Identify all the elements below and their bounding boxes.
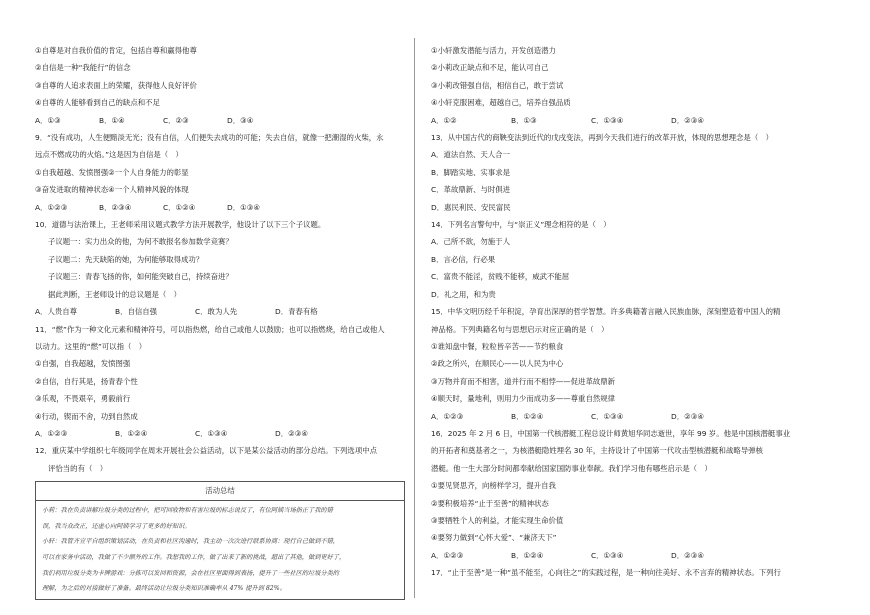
option-line: ②要积极培养“止于至善”的精神状态 <box>431 498 549 508</box>
option-line: ④顺天时，量地利，则用力少而成功多——尊重自然规律 <box>431 394 616 404</box>
choice-b: B．①②④ <box>511 550 544 560</box>
question-17-stem: 17．“止于至善”是一种“虽不能至，心向往之”的实践过程，是一种向往美好、永不言弃的精神状态。下列行 <box>431 568 781 578</box>
right-column <box>431 42 811 582</box>
summary-line: 可以在家务中活动，我做了不少额外的工作。我想我的工作，做了出来了新的挑战，超出了其他，做到更好了， <box>42 553 346 561</box>
summary-line: 误，我当众改正，还虚心向阿姨学习了更多的好知识。 <box>42 522 191 530</box>
choice-c: C．①③④ <box>195 428 228 438</box>
choice-b: B．①②④ <box>115 428 148 438</box>
option-line: ①要见贤思齐，向榜样学习，提升自我 <box>431 481 556 491</box>
question-16-stem: 16．2025 年 2 月 6 日，中国第一代核潜艇工程总设计师黄旭华同志逝世，享年 99 岁。他是中国核潜艇事业 <box>431 428 791 438</box>
answer-choices <box>431 547 811 564</box>
option-line: ③小莉改错强自信，相信自己，敢于尝试 <box>431 80 564 90</box>
choice-a: A．①②③ <box>35 202 68 212</box>
question-13-stem: 13．从中国古代的商鞅变法到近代的戊戌变法，再到今天我们进行的改革开放，体现的思想理念是（ ） <box>431 133 773 143</box>
option-line: ①自尊是对自我价值的肯定，包括自尊和赢得他尊 <box>35 46 197 55</box>
choice-d: D．青春有格 <box>275 307 318 317</box>
summary-line: 小莉：我在负责讲解垃圾分类的过程中，把可回收物和有害垃圾的标志说反了，有位阿姨当场指正了我的错 <box>42 507 333 515</box>
question-14-stem: 14．下列名言警句中，与“崇正义”理念相符的是（ ） <box>431 220 611 230</box>
summary-line: 理解，为之后的对接做好了准备。最终活动让垃圾分类知识准确率从 47% 提升到 82%。 <box>42 585 286 593</box>
option-line: ②政之所兴，在顺民心——以人民为中心 <box>431 359 564 369</box>
question-12-stem: 12．重庆某中学组织七年级同学在周末开展社会公益活动，以下是某公益活动的部分总结。下列选项中点 <box>35 446 377 456</box>
option-line: ③乐观，不畏艰辛，勇毅前行 <box>35 394 131 404</box>
choice-a: A．道法自然、天人合一 <box>431 150 510 160</box>
question-15-stem: 神品格。下列典籍名句与思想启示对应正确的是（ ） <box>431 324 609 334</box>
choice-d: D．②③④ <box>671 411 704 421</box>
choice-d: D．③④ <box>227 115 254 125</box>
choice-d: D．②③④ <box>671 550 704 560</box>
option-line: ②自信是一种“我能行”的信念 <box>35 63 131 73</box>
answer-choices <box>431 408 811 425</box>
choice-c: C．②③ <box>163 115 189 125</box>
answer-choices <box>431 112 811 129</box>
answer-choices <box>35 303 405 320</box>
choice-c: C．①②④ <box>163 202 196 212</box>
choice-a: A．人贵自尊 <box>35 307 78 317</box>
left-column <box>35 42 405 600</box>
option-line: ③自尊的人追求表面上的荣耀，获得他人良好评价 <box>35 80 197 90</box>
sub-topic: 子议题一：实力出众的他，为何不敢报名参加数学竞赛？ <box>48 237 233 247</box>
choice-c: C．革故鼎新、与时俱进 <box>431 185 511 195</box>
question-9-stem: 9．“没有成功，人生便黯淡无光；没有自信，人们便失去成功的可能；失去自信，就像一把潮湿的火柴，永 <box>35 133 384 143</box>
choice-b: B．①②④ <box>511 411 544 421</box>
choice-a: A．①②③ <box>431 411 464 421</box>
choice-b: B．①④ <box>99 115 125 125</box>
question-16-stem: 潜艇。他一生大部分时间都奉献给国家国防事业奉献。我们学习他有哪些启示是（ ） <box>431 463 712 473</box>
option-line: ①自我超越、发愤图强②一个人自身能力的彰显 <box>35 167 189 177</box>
option-line: ①自强，自我超越，发愤图强 <box>35 359 131 369</box>
choice-c: C．富贵不能淫，贫贱不能移，威武不能屈 <box>431 272 570 282</box>
summary-line: 小轩：我管齐宣平自组织策划活动，在负责和社区沟通时，我主动一次次进行联系协商：现行自己做到不错， <box>42 538 339 546</box>
choice-b: B．自信自强 <box>115 307 158 317</box>
choice-c: C．敢为人先 <box>195 307 238 317</box>
choice-c: C．①③④ <box>591 550 624 560</box>
choice-c: C．①③④ <box>591 115 624 125</box>
choice-c: C．①③④ <box>591 411 624 421</box>
option-line: ④要努力做到“心怀大爱”、“兼济天下” <box>431 533 557 543</box>
activity-summary-title: 活动总结 <box>36 482 404 501</box>
activity-summary-body <box>36 501 404 599</box>
choice-b: B．言必信，行必果 <box>431 254 496 264</box>
answer-choices <box>35 199 405 216</box>
choice-d: D．②③④ <box>275 428 308 438</box>
option-line: ②小莉改正缺点和不足，能认可自己 <box>431 63 549 73</box>
choice-a: A．①②③ <box>431 550 464 560</box>
choice-a: A．①②③ <box>35 428 68 438</box>
question-11-stem: 11．“燃”作为一种文化元素和精神符号，可以指热燃，给自己或他人以鼓励；也可以指燃烧，给自己或他人 <box>35 324 385 334</box>
question-10-prompt: 据此判断，王老师设计的总议题是（ ） <box>48 289 182 299</box>
choice-d: D．惠民利民、安民富民 <box>431 202 511 212</box>
choice-d: D．礼之用，和为贵 <box>431 289 496 299</box>
choice-a: A．①③ <box>35 115 61 125</box>
activity-summary-box <box>35 481 405 600</box>
answer-choices <box>35 425 405 442</box>
option-line: ②自信，自行其是，扬青春个性 <box>35 376 138 386</box>
choice-a: A．①② <box>431 115 457 125</box>
option-line: ④自尊的人能够看到自己的缺点和不足 <box>35 98 160 108</box>
option-line: ④行动，锲而不舍，功到自然成 <box>35 411 138 421</box>
choice-b: B．脚踏实地、实事求是 <box>431 167 510 177</box>
question-9-stem: 远点不燃成功的火焰。”这是因为自信是（ ） <box>35 150 183 160</box>
option-line: ③万物并育而不相害，道并行而不相悖——促进革故鼎新 <box>431 376 616 386</box>
column-divider <box>414 38 415 598</box>
choice-d: D．①③④ <box>227 202 260 212</box>
choice-b: B．①③ <box>511 115 537 125</box>
choice-a: A．己所不欲，勿施于人 <box>431 237 510 247</box>
sub-topic: 子议题三：青春飞扬的你，如何能突破自己，持续奋进？ <box>48 272 233 282</box>
option-line: ③奋发进取的精神状态④一个人精神风貌的体现 <box>35 185 189 195</box>
choice-d: D．②③④ <box>671 115 704 125</box>
option-line: ①小轩激发潜能与活力，开发创造潜力 <box>431 46 556 55</box>
choice-b: B．②③④ <box>99 202 132 212</box>
option-line: ④小轩克服困难，超越自己，培养自强品质 <box>431 98 571 108</box>
sub-topic: 子议题二：先天缺陷的她，为何能够取得成功？ <box>48 254 204 264</box>
question-11-stem: 以动力。这里的“燃”可以指（ ） <box>35 341 147 351</box>
question-12-stem: 评恰当的有（ ） <box>48 463 108 473</box>
question-10-stem: 10．道德与法治课上，王老师采用议题式教学方法开展教学，他设计了以下三个子议题。 <box>35 220 326 230</box>
question-15-stem: 15．中华文明历经千年积淀，孕育出深厚的哲学智慧。许多典籍著言融入民族血脉，深刻塑造着中国人的精 <box>431 307 781 317</box>
answer-choices <box>35 112 405 129</box>
option-line: ③要牺牲个人的利益，才能实现生命价值 <box>431 515 564 525</box>
summary-line: 我们利用垃圾分类为卡牌游戏：分拣可以发回和资源，会在社区里面得到表扬，提升了一些社区的垃圾分类的 <box>42 569 339 577</box>
question-16-stem: 的开拓者和奠基者之一，为核潜艇隐姓埋名 30 年，主持设计了中国第一代攻击型核潜艇和战略导弹核 <box>431 446 763 456</box>
option-line: ①谁知盘中餐，粒粒皆辛苦——节约粮食 <box>431 341 564 351</box>
